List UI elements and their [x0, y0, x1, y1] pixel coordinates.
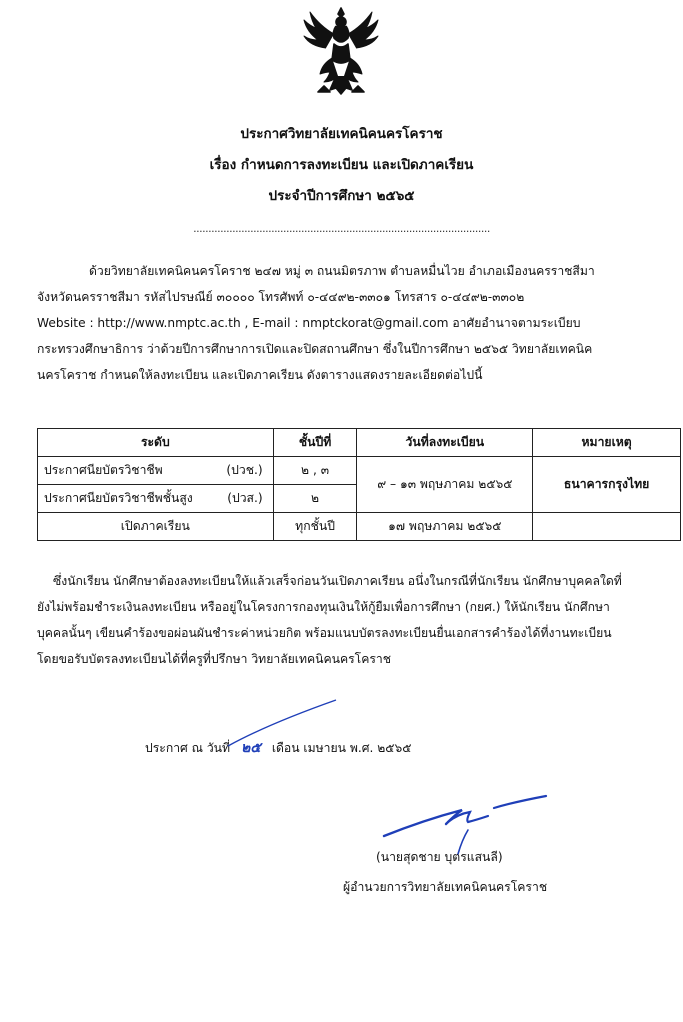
- year-cell: ๒: [273, 485, 357, 513]
- intro-paragraph: [37, 258, 681, 388]
- level-abbr: (ปวส.): [227, 491, 263, 505]
- header-note: หมายเหตุ: [533, 429, 681, 457]
- announce-day-handwritten: ๒๕: [241, 740, 261, 756]
- level-cell: [38, 457, 274, 485]
- registration-date-cell: ๙ – ๑๓ พฤษภาคม ๒๕๖๕: [357, 457, 533, 513]
- table-row: [38, 457, 681, 485]
- body-line: ซึ่งนักเรียน นักศึกษาต้องลงทะเบียนให้แล้วเสร็จก่อนวันเปิดภาคเรียน อนึ่งในกรณีที่นักเรียน นักศึกษาบุคคลใดที่: [53, 574, 622, 588]
- academic-year: ประจำปีการศึกษา ๒๕๖๕: [268, 188, 415, 204]
- announce-suffix: เดือน เมษายน พ.ศ. ๒๕๖๕: [271, 741, 412, 755]
- separator-dots: ...................................................................................................: [193, 222, 490, 235]
- table-row: [38, 513, 681, 541]
- bank-note-cell: ธนาคารกรุงไทย: [533, 457, 681, 513]
- open-term-date: ๑๗ พฤษภาคม ๒๕๖๕: [357, 513, 533, 541]
- intro-line: จังหวัดนครราชสีมา รหัสไปรษณีย์ ๓๐๐๐๐ โทรศัพท์ ๐-๔๔๙๒-๓๓๐๑ โทรสาร ๐-๔๔๙๒-๓๓๐๒: [37, 290, 525, 304]
- announcement-title: ประกาศวิทยาลัยเทคนิคนครโคราช: [240, 126, 443, 142]
- year-cell: ๒ , ๓: [273, 457, 357, 485]
- signatory-name: (นายสุดชาย บุตรแสนลี): [376, 850, 503, 864]
- intro-line: Website : http://www.nmptc.ac.th , E-mail : nmptckorat@gmail.com อาศัยอำนาจตามระเบียบ: [37, 316, 581, 330]
- open-term-label: เปิดภาคเรียน: [38, 513, 274, 541]
- table-header-row: [38, 429, 681, 457]
- header-date: วันที่ลงทะเบียน: [357, 429, 533, 457]
- body-line: ยังไม่พร้อมชำระเงินลงทะเบียน หรืออยู่ในโครงการกองทุนเงินให้กู้ยืมเพื่อการศึกษา (กยศ.) ให้นักเรียน นักศึกษา: [37, 600, 610, 614]
- level-name: ประกาศนียบัตรวิชาชีพ: [44, 463, 163, 477]
- body-line: บุคคลนั้นๆ เขียนคำร้องขอผ่อนผันชำระค่าหน่วยกิต พร้อมแนบบัตรลงทะเบียนยื่นเอกสารคำร้องได้ที่งานทะเบียน: [37, 626, 612, 640]
- body-line: โดยขอรับบัตรลงทะเบียนได้ที่ครูที่ปรึกษา วิทยาลัยเทคนิคนครโคราช: [37, 652, 392, 666]
- level-abbr: (ปวช.): [226, 463, 263, 477]
- intro-line: นครโคราช กำหนดให้ลงทะเบียน และเปิดภาคเรียน ดังตารางแสดงรายละเอียดต่อไปนี้: [37, 368, 483, 382]
- signatory-position: ผู้อำนวยการวิทยาลัยเทคนิคนครโคราช: [343, 880, 548, 894]
- registration-table: [37, 428, 681, 541]
- intro-line: กระทรวงศึกษาธิการ ว่าด้วยปีการศึกษาการเปิดและปิดสถานศึกษา ซึ่งในปีการศึกษา ๒๕๖๕ วิทยาลัยเทคนิค: [37, 342, 593, 356]
- announce-prefix: ประกาศ ณ วันที่: [145, 741, 231, 755]
- intro-line: ด้วยวิทยาลัยเทคนิคนครโคราช ๒๔๗ หมู่ ๓ ถนนมิตรภาพ ตำบลหมื่นไวย อำเภอเมืองนครราชสีมา: [89, 264, 595, 278]
- body-paragraph: [37, 568, 681, 672]
- garuda-emblem-icon: [300, 4, 382, 98]
- level-cell: [38, 485, 274, 513]
- level-name: ประกาศนียบัตรวิชาชีพชั้นสูง: [44, 491, 193, 505]
- header-level: ระดับ: [38, 429, 274, 457]
- announcement-subject: เรื่อง กำหนดการลงทะเบียน และเปิดภาคเรียน: [209, 157, 474, 173]
- open-term-note: [533, 513, 681, 541]
- date-pen-mark-icon: [222, 696, 342, 752]
- open-term-year: ทุกชั้นปี: [273, 513, 357, 541]
- header-year: ชั้นปีที่: [273, 429, 357, 457]
